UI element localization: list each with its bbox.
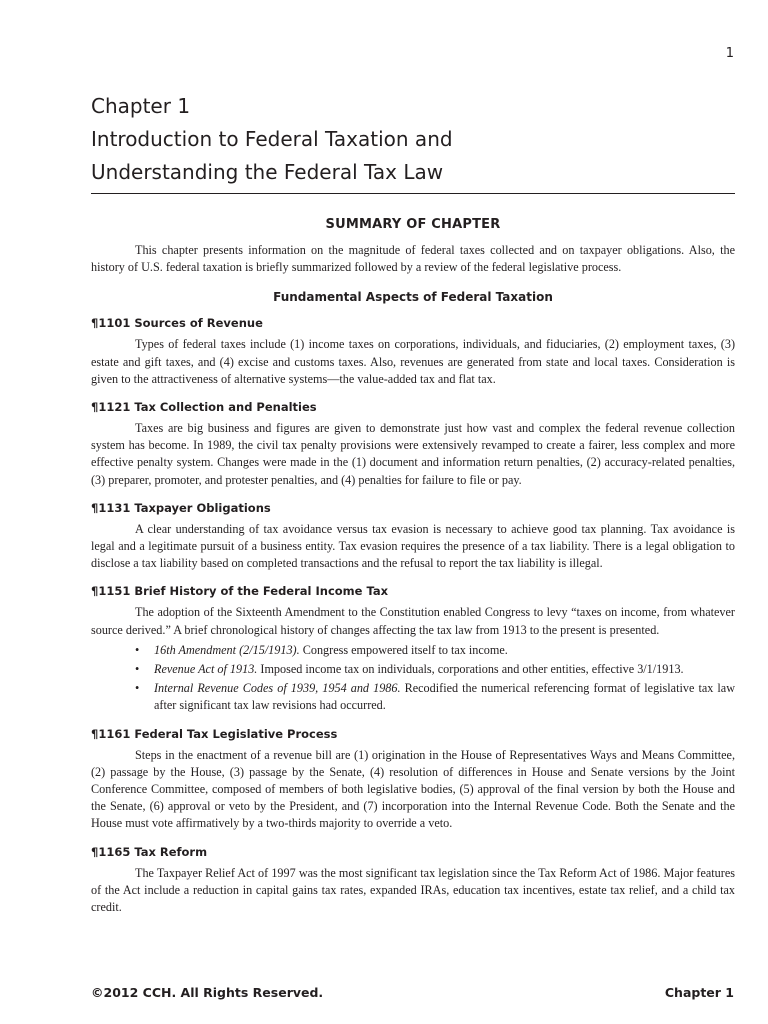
- section-heading: ¶1121 Tax Collection and Penalties: [91, 400, 317, 415]
- section-body: The adoption of the Sixteenth Amendment to the Constitution enabled Congress to levy “taxes on income, from whatever source derived.” A brief chronological history of changes affecting the tax law from 1913 to the present is presented.: [91, 605, 735, 637]
- summary-intro: This chapter presents information on the magnitude of federal taxes collected and on taxpayer obligations. Also, the history of U.S. federal taxation is briefly summarized followed by a review of the federal legislative process.: [91, 243, 735, 275]
- bullet-text: Congress empowered itself to tax income.: [299, 642, 508, 657]
- section-body: Types of federal taxes include (1) income taxes on corporations, individuals, and fiduciaries, (2) employment taxes, (3) estate and gift taxes, and (4) excise and customs taxes. Also, revenues are generated from state and local taxes. Consideration is given to the attractiveness of alternative systems—the value-added tax and flat tax.: [91, 337, 735, 386]
- page-number: 1: [725, 46, 734, 61]
- list-item: [135, 680, 735, 714]
- section-body: A clear understanding of tax avoidance versus tax evasion is necessary to achieve good tax planning. Tax avoidance is legal and a legitimate pursuit of a business entity. Tax evasion requires the presence of a tax liability. There is a legal obligation to disclose a tax liability based on completed transactions and the refusal to report the tax liability is illegal.: [91, 521, 735, 571]
- copyright-notice: ©2012 CCH. All Rights Reserved.: [91, 985, 324, 1000]
- section-brief-history: [91, 584, 735, 714]
- bullet-text: Imposed income tax on individuals, corporations and other entities, effective 3/1/1913.: [257, 662, 684, 677]
- section-body: The Taxpayer Relief Act of 1997 was the most significant tax legislation since the Tax Reform Act of 1986. Major features of the Act include a reduction in capital gains tax rates, expanded IRAs, education tax incentives, estate tax relief, and a child tax credit.: [91, 865, 735, 915]
- section-sources-of-revenue: [91, 316, 735, 388]
- chapter-header: [91, 90, 735, 189]
- history-bullet-list: [91, 642, 735, 715]
- section-heading: ¶1165 Tax Reform: [91, 844, 208, 859]
- chapter-title-line-1: Introduction to Federal Taxation and: [91, 127, 453, 151]
- bullet-lead: Internal Revenue Codes of 1939, 1954 and 1986.: [154, 681, 401, 696]
- section-legislative-process: [91, 727, 735, 833]
- section-body: Steps in the enactment of a revenue bill are (1) origination in the House of Representatives Ways and Means Committee, (2) passage by the House, (3) passage by the Senate, (4) resolution of differences in House and Senate versions by the Joint Conference Committee, composed of members of both legislative bodies, (5) approval of the final version by both the House and the Senate, (6) approval or veto by the President, and (7) incorporation into the Internal Revenue Code. Both the Senate and the House must vote affirmatively by a two-thirds majority to override a veto.: [91, 747, 735, 831]
- section-taxpayer-obligations: [91, 501, 735, 573]
- bullet-icon: •: [135, 642, 140, 657]
- list-item: [135, 642, 735, 659]
- section-heading: ¶1151 Brief History of the Federal Income Tax: [91, 584, 388, 599]
- section-heading: ¶1101 Sources of Revenue: [91, 316, 263, 331]
- chapter-label: Chapter 1: [91, 94, 191, 118]
- section-heading: ¶1131 Taxpayer Obligations: [91, 500, 271, 515]
- section-tax-collection-penalties: [91, 400, 735, 489]
- footer-chapter-label: Chapter 1: [664, 985, 734, 1000]
- chapter-title-line-2: Understanding the Federal Tax Law: [91, 160, 444, 184]
- bullet-lead: Revenue Act of 1913.: [154, 662, 258, 677]
- bullet-lead: 16th Amendment (2/15/1913).: [154, 642, 300, 657]
- section-heading: ¶1161 Federal Tax Legislative Process: [91, 726, 338, 741]
- bullet-icon: •: [135, 662, 140, 677]
- chapter-summary: [91, 217, 735, 916]
- list-item: [135, 661, 735, 678]
- section-tax-reform: [91, 845, 735, 917]
- bullet-text: Recodified the numerical referencing format of legislative tax law after significant tax law revisions had occurred.: [154, 681, 736, 713]
- bullet-icon: •: [135, 681, 140, 696]
- header-divider: [91, 193, 735, 194]
- section-body: Taxes are big business and figures are given to demonstrate just how vast and complex the federal revenue collection system has become. In 1989, the civil tax penalty provisions were extensively revamped to create a fairer, less complex and more effective penalty system. Changes were made in the (1) document and information return penalties, (2) accuracy-related penalties, (3) preparer, promoter, and protester penalties, and (4) penalties for failure to file or pay.: [91, 421, 735, 487]
- summary-heading: SUMMARY OF CHAPTER: [325, 217, 501, 232]
- summary-subheading: Fundamental Aspects of Federal Taxation: [273, 290, 553, 305]
